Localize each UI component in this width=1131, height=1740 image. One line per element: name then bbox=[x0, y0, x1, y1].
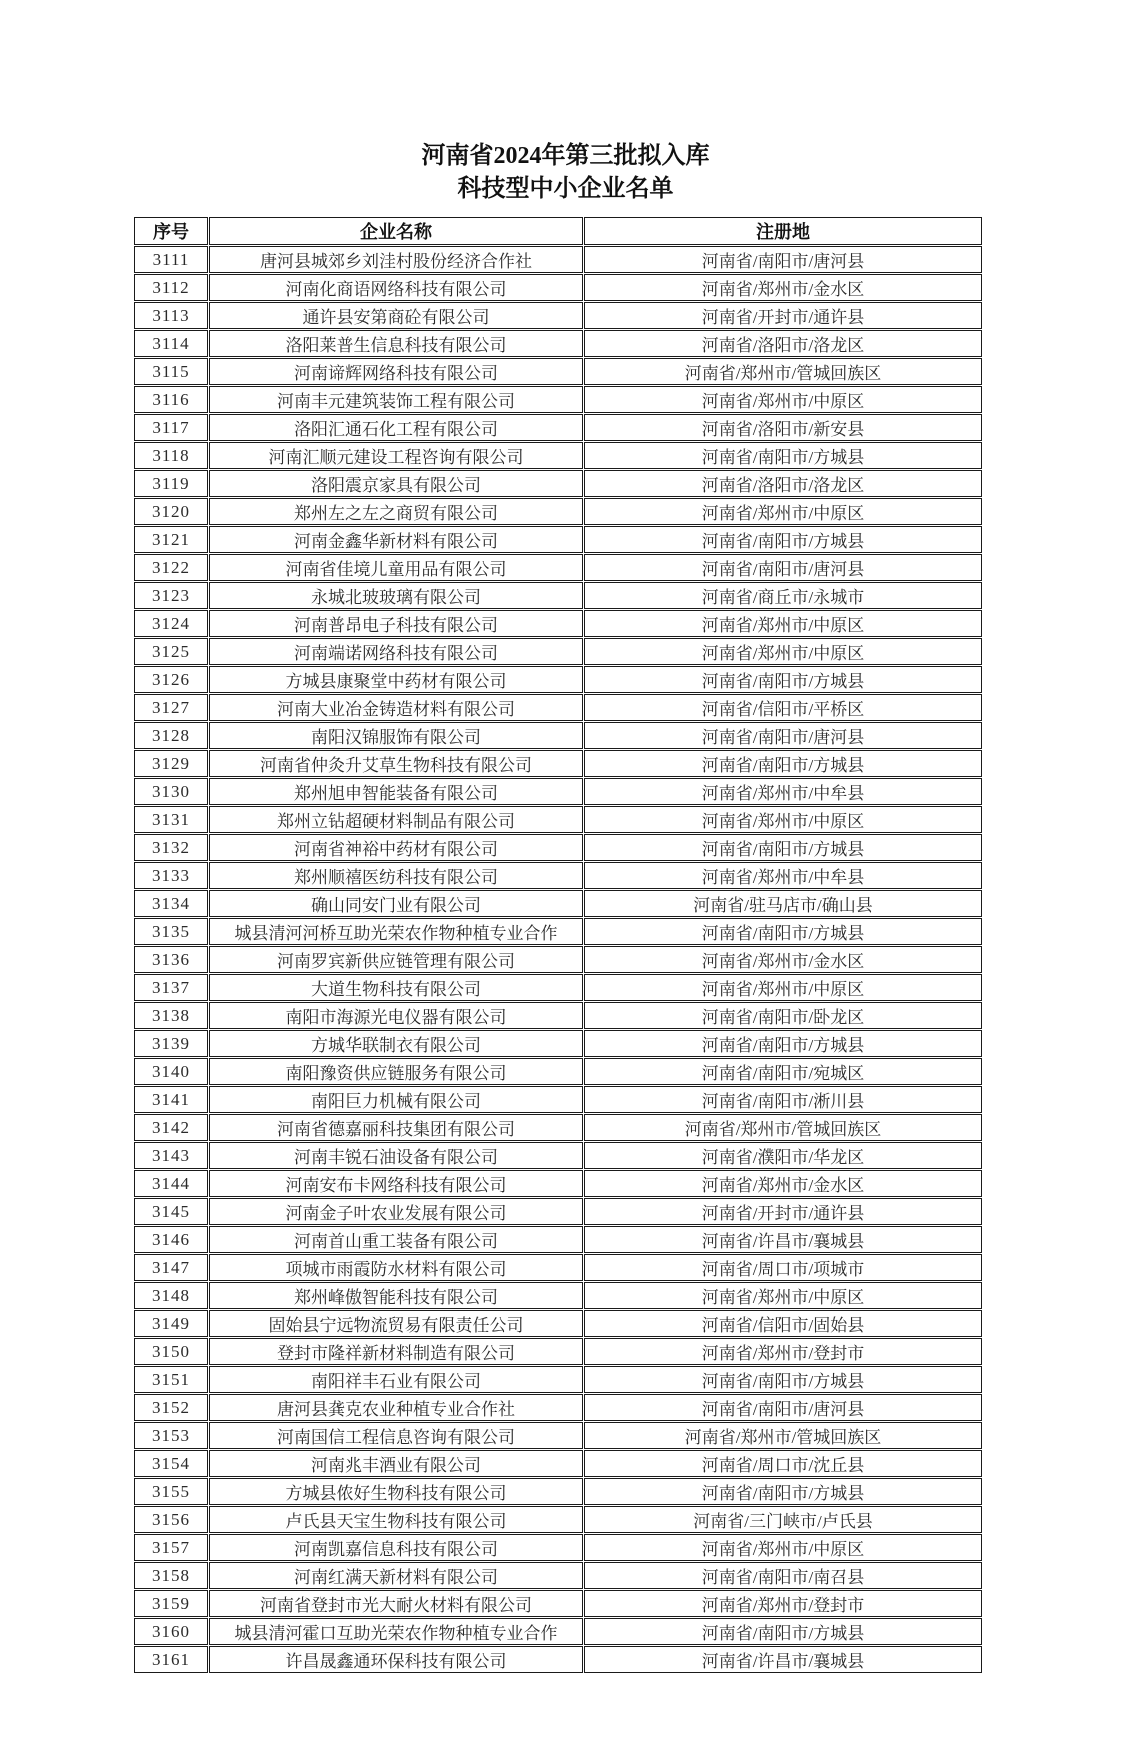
table-row bbox=[134, 1282, 982, 1309]
cell-registration-location: 河南省/洛阳市/新安县 bbox=[584, 414, 982, 441]
cell-registration-location: 河南省/南阳市/方城县 bbox=[584, 1366, 982, 1393]
cell-serial-number: 3143 bbox=[134, 1142, 208, 1169]
cell-company-name: 郑州峰傲智能科技有限公司 bbox=[209, 1282, 583, 1309]
cell-registration-location: 河南省/三门峡市/卢氏县 bbox=[584, 1506, 982, 1533]
cell-serial-number: 3132 bbox=[134, 834, 208, 861]
cell-company-name: 洛阳莱普生信息科技有限公司 bbox=[209, 330, 583, 357]
table-row bbox=[134, 498, 982, 525]
cell-company-name: 方城县康聚堂中药材有限公司 bbox=[209, 666, 583, 693]
cell-company-name: 河南安布卡网络科技有限公司 bbox=[209, 1170, 583, 1197]
cell-company-name: 确山同安门业有限公司 bbox=[209, 890, 583, 917]
cell-serial-number: 3138 bbox=[134, 1002, 208, 1029]
cell-registration-location: 河南省/信阳市/固始县 bbox=[584, 1310, 982, 1337]
table-row bbox=[134, 834, 982, 861]
table-body bbox=[134, 246, 982, 1673]
cell-registration-location: 河南省/许昌市/襄城县 bbox=[584, 1226, 982, 1253]
cell-serial-number: 3122 bbox=[134, 554, 208, 581]
table-row bbox=[134, 1338, 982, 1365]
cell-company-name: 郑州顺禧医纺科技有限公司 bbox=[209, 862, 583, 889]
table-row bbox=[134, 1590, 982, 1617]
cell-registration-location: 河南省/郑州市/金水区 bbox=[584, 274, 982, 301]
cell-serial-number: 3114 bbox=[134, 330, 208, 357]
table-row bbox=[134, 722, 982, 749]
table-row bbox=[134, 1450, 982, 1477]
cell-registration-location: 河南省/郑州市/中原区 bbox=[584, 638, 982, 665]
cell-registration-location: 河南省/郑州市/中原区 bbox=[584, 806, 982, 833]
cell-registration-location: 河南省/南阳市/宛城区 bbox=[584, 1058, 982, 1085]
cell-registration-location: 河南省/南阳市/方城县 bbox=[584, 750, 982, 777]
table-row bbox=[134, 862, 982, 889]
table-row bbox=[134, 806, 982, 833]
cell-serial-number: 3154 bbox=[134, 1450, 208, 1477]
cell-registration-location: 河南省/南阳市/方城县 bbox=[584, 1030, 982, 1057]
cell-serial-number: 3142 bbox=[134, 1114, 208, 1141]
cell-company-name: 河南省登封市光大耐火材料有限公司 bbox=[209, 1590, 583, 1617]
cell-serial-number: 3161 bbox=[134, 1646, 208, 1673]
cell-serial-number: 3124 bbox=[134, 610, 208, 637]
cell-serial-number: 3120 bbox=[134, 498, 208, 525]
table-row bbox=[134, 974, 982, 1001]
cell-serial-number: 3152 bbox=[134, 1394, 208, 1421]
cell-registration-location: 河南省/郑州市/中牟县 bbox=[584, 862, 982, 889]
cell-registration-location: 河南省/郑州市/中原区 bbox=[584, 1534, 982, 1561]
cell-company-name: 唐河县龚克农业种植专业合作社 bbox=[209, 1394, 583, 1421]
cell-serial-number: 3149 bbox=[134, 1310, 208, 1337]
table-row bbox=[134, 1142, 982, 1169]
cell-company-name: 河南罗宾新供应链管理有限公司 bbox=[209, 946, 583, 973]
table-row bbox=[134, 750, 982, 777]
table-row bbox=[134, 1002, 982, 1029]
cell-registration-location: 河南省/濮阳市/华龙区 bbox=[584, 1142, 982, 1169]
cell-registration-location: 河南省/郑州市/中原区 bbox=[584, 1282, 982, 1309]
cell-serial-number: 3157 bbox=[134, 1534, 208, 1561]
cell-registration-location: 河南省/驻马店市/确山县 bbox=[584, 890, 982, 917]
cell-serial-number: 3135 bbox=[134, 918, 208, 945]
cell-registration-location: 河南省/南阳市/方城县 bbox=[584, 1478, 982, 1505]
cell-registration-location: 河南省/南阳市/卧龙区 bbox=[584, 1002, 982, 1029]
cell-serial-number: 3117 bbox=[134, 414, 208, 441]
cell-company-name: 河南谛辉网络科技有限公司 bbox=[209, 358, 583, 385]
cell-company-name: 郑州立钻超硬材料制品有限公司 bbox=[209, 806, 583, 833]
cell-serial-number: 3130 bbox=[134, 778, 208, 805]
table-row bbox=[134, 918, 982, 945]
cell-serial-number: 3113 bbox=[134, 302, 208, 329]
table-row bbox=[134, 414, 982, 441]
cell-registration-location: 河南省/郑州市/中原区 bbox=[584, 610, 982, 637]
table-row bbox=[134, 638, 982, 665]
cell-registration-location: 河南省/信阳市/平桥区 bbox=[584, 694, 982, 721]
table-row bbox=[134, 386, 982, 413]
cell-registration-location: 河南省/郑州市/中原区 bbox=[584, 498, 982, 525]
cell-company-name: 永城北玻玻璃有限公司 bbox=[209, 582, 583, 609]
cell-company-name: 方城华联制衣有限公司 bbox=[209, 1030, 583, 1057]
cell-registration-location: 河南省/周口市/沈丘县 bbox=[584, 1450, 982, 1477]
cell-company-name: 河南首山重工装备有限公司 bbox=[209, 1226, 583, 1253]
cell-registration-location: 河南省/郑州市/管城回族区 bbox=[584, 1422, 982, 1449]
cell-registration-location: 河南省/郑州市/中牟县 bbox=[584, 778, 982, 805]
cell-serial-number: 3121 bbox=[134, 526, 208, 553]
cell-company-name: 登封市隆祥新材料制造有限公司 bbox=[209, 1338, 583, 1365]
cell-serial-number: 3159 bbox=[134, 1590, 208, 1617]
table-row bbox=[134, 694, 982, 721]
cell-registration-location: 河南省/南阳市/唐河县 bbox=[584, 246, 982, 273]
cell-company-name: 郑州旭申智能装备有限公司 bbox=[209, 778, 583, 805]
column-header-name: 企业名称 bbox=[209, 217, 583, 245]
cell-registration-location: 河南省/郑州市/登封市 bbox=[584, 1590, 982, 1617]
cell-company-name: 河南丰元建筑装饰工程有限公司 bbox=[209, 386, 583, 413]
cell-serial-number: 3115 bbox=[134, 358, 208, 385]
cell-serial-number: 3112 bbox=[134, 274, 208, 301]
cell-company-name: 河南红满天新材料有限公司 bbox=[209, 1562, 583, 1589]
cell-registration-location: 河南省/南阳市/唐河县 bbox=[584, 554, 982, 581]
cell-serial-number: 3158 bbox=[134, 1562, 208, 1589]
cell-registration-location: 河南省/开封市/通许县 bbox=[584, 1198, 982, 1225]
cell-registration-location: 河南省/开封市/通许县 bbox=[584, 302, 982, 329]
table-row bbox=[134, 470, 982, 497]
cell-company-name: 卢氏县天宝生物科技有限公司 bbox=[209, 1506, 583, 1533]
table-row bbox=[134, 442, 982, 469]
cell-serial-number: 3148 bbox=[134, 1282, 208, 1309]
table-row bbox=[134, 330, 982, 357]
cell-serial-number: 3131 bbox=[134, 806, 208, 833]
cell-registration-location: 河南省/郑州市/中原区 bbox=[584, 386, 982, 413]
cell-serial-number: 3133 bbox=[134, 862, 208, 889]
table-row bbox=[134, 246, 982, 273]
cell-company-name: 河南国信工程信息咨询有限公司 bbox=[209, 1422, 583, 1449]
cell-registration-location: 河南省/洛阳市/洛龙区 bbox=[584, 330, 982, 357]
table-row bbox=[134, 1114, 982, 1141]
cell-company-name: 洛阳汇通石化工程有限公司 bbox=[209, 414, 583, 441]
table-row bbox=[134, 1646, 982, 1673]
cell-company-name: 河南金子叶农业发展有限公司 bbox=[209, 1198, 583, 1225]
cell-serial-number: 3155 bbox=[134, 1478, 208, 1505]
cell-registration-location: 河南省/洛阳市/洛龙区 bbox=[584, 470, 982, 497]
table-row bbox=[134, 1618, 982, 1645]
cell-registration-location: 河南省/周口市/项城市 bbox=[584, 1254, 982, 1281]
table-row bbox=[134, 1478, 982, 1505]
cell-company-name: 固始县宁远物流贸易有限责任公司 bbox=[209, 1310, 583, 1337]
table-row bbox=[134, 1310, 982, 1337]
cell-serial-number: 3119 bbox=[134, 470, 208, 497]
table-row bbox=[134, 1170, 982, 1197]
cell-serial-number: 3141 bbox=[134, 1086, 208, 1113]
cell-company-name: 河南省佳境儿童用品有限公司 bbox=[209, 554, 583, 581]
cell-company-name: 城县清河霍口互助光荣农作物种植专业合作 bbox=[209, 1618, 583, 1645]
cell-serial-number: 3156 bbox=[134, 1506, 208, 1533]
title-line-1: 河南省2024年第三批拟入库 bbox=[421, 143, 710, 169]
table-row bbox=[134, 1562, 982, 1589]
table-row bbox=[134, 1198, 982, 1225]
cell-serial-number: 3123 bbox=[134, 582, 208, 609]
cell-serial-number: 3144 bbox=[134, 1170, 208, 1197]
cell-company-name: 南阳豫资供应链服务有限公司 bbox=[209, 1058, 583, 1085]
cell-registration-location: 河南省/许昌市/襄城县 bbox=[584, 1646, 982, 1673]
table-row bbox=[134, 1254, 982, 1281]
cell-serial-number: 3137 bbox=[134, 974, 208, 1001]
cell-registration-location: 河南省/郑州市/管城回族区 bbox=[584, 1114, 982, 1141]
cell-serial-number: 3134 bbox=[134, 890, 208, 917]
cell-registration-location: 河南省/郑州市/中原区 bbox=[584, 974, 982, 1001]
cell-company-name: 南阳祥丰石业有限公司 bbox=[209, 1366, 583, 1393]
table-row bbox=[134, 1422, 982, 1449]
cell-registration-location: 河南省/南阳市/方城县 bbox=[584, 666, 982, 693]
cell-serial-number: 3116 bbox=[134, 386, 208, 413]
table-row bbox=[134, 778, 982, 805]
table-row bbox=[134, 1366, 982, 1393]
company-table bbox=[133, 216, 983, 1674]
cell-company-name: 郑州左之左之商贸有限公司 bbox=[209, 498, 583, 525]
cell-company-name: 唐河县城郊乡刘洼村股份经济合作社 bbox=[209, 246, 583, 273]
table-row bbox=[134, 1086, 982, 1113]
cell-registration-location: 河南省/南阳市/方城县 bbox=[584, 442, 982, 469]
cell-serial-number: 3153 bbox=[134, 1422, 208, 1449]
cell-company-name: 许昌晟鑫通环保科技有限公司 bbox=[209, 1646, 583, 1673]
table-row bbox=[134, 1030, 982, 1057]
title-line-2: 科技型中小企业名单 bbox=[457, 176, 674, 202]
table-row bbox=[134, 946, 982, 973]
cell-serial-number: 3139 bbox=[134, 1030, 208, 1057]
cell-serial-number: 3145 bbox=[134, 1198, 208, 1225]
cell-company-name: 河南丰锐石油设备有限公司 bbox=[209, 1142, 583, 1169]
table-row bbox=[134, 526, 982, 553]
cell-registration-location: 河南省/郑州市/登封市 bbox=[584, 1338, 982, 1365]
cell-company-name: 河南汇顺元建设工程咨询有限公司 bbox=[209, 442, 583, 469]
column-header-no: 序号 bbox=[134, 217, 208, 245]
cell-company-name: 河南普昂电子科技有限公司 bbox=[209, 610, 583, 637]
table-row bbox=[134, 1058, 982, 1085]
cell-serial-number: 3111 bbox=[134, 246, 208, 273]
cell-serial-number: 3146 bbox=[134, 1226, 208, 1253]
cell-registration-location: 河南省/南阳市/方城县 bbox=[584, 834, 982, 861]
cell-registration-location: 河南省/商丘市/永城市 bbox=[584, 582, 982, 609]
cell-serial-number: 3150 bbox=[134, 1338, 208, 1365]
cell-company-name: 河南大业冶金铸造材料有限公司 bbox=[209, 694, 583, 721]
table-header-row bbox=[134, 217, 982, 245]
cell-company-name: 河南化商语网络科技有限公司 bbox=[209, 274, 583, 301]
cell-registration-location: 河南省/郑州市/金水区 bbox=[584, 946, 982, 973]
cell-registration-location: 河南省/郑州市/金水区 bbox=[584, 1170, 982, 1197]
cell-company-name: 河南省神裕中药材有限公司 bbox=[209, 834, 583, 861]
cell-registration-location: 河南省/南阳市/唐河县 bbox=[584, 722, 982, 749]
cell-serial-number: 3129 bbox=[134, 750, 208, 777]
cell-registration-location: 河南省/郑州市/管城回族区 bbox=[584, 358, 982, 385]
cell-company-name: 南阳汉锦服饰有限公司 bbox=[209, 722, 583, 749]
table-row bbox=[134, 358, 982, 385]
cell-company-name: 大道生物科技有限公司 bbox=[209, 974, 583, 1001]
cell-company-name: 河南兆丰酒业有限公司 bbox=[209, 1450, 583, 1477]
cell-serial-number: 3127 bbox=[134, 694, 208, 721]
cell-company-name: 河南省德嘉丽科技集团有限公司 bbox=[209, 1114, 583, 1141]
cell-serial-number: 3126 bbox=[134, 666, 208, 693]
cell-registration-location: 河南省/南阳市/南召县 bbox=[584, 1562, 982, 1589]
cell-serial-number: 3136 bbox=[134, 946, 208, 973]
cell-company-name: 通许县安第商砼有限公司 bbox=[209, 302, 583, 329]
cell-registration-location: 河南省/南阳市/方城县 bbox=[584, 918, 982, 945]
column-header-location: 注册地 bbox=[584, 217, 982, 245]
cell-company-name: 南阳市海源光电仪器有限公司 bbox=[209, 1002, 583, 1029]
cell-company-name: 河南端诺网络科技有限公司 bbox=[209, 638, 583, 665]
cell-serial-number: 3128 bbox=[134, 722, 208, 749]
cell-company-name: 河南凯嘉信息科技有限公司 bbox=[209, 1534, 583, 1561]
table-row bbox=[134, 554, 982, 581]
cell-company-name: 方城县侬好生物科技有限公司 bbox=[209, 1478, 583, 1505]
table-row bbox=[134, 302, 982, 329]
cell-registration-location: 河南省/南阳市/淅川县 bbox=[584, 1086, 982, 1113]
table-row bbox=[134, 666, 982, 693]
table-row bbox=[134, 274, 982, 301]
cell-company-name: 河南省仲灸升艾草生物科技有限公司 bbox=[209, 750, 583, 777]
page-title bbox=[0, 140, 1131, 206]
cell-serial-number: 3118 bbox=[134, 442, 208, 469]
cell-serial-number: 3160 bbox=[134, 1618, 208, 1645]
cell-registration-location: 河南省/南阳市/唐河县 bbox=[584, 1394, 982, 1421]
cell-registration-location: 河南省/南阳市/方城县 bbox=[584, 526, 982, 553]
table-row bbox=[134, 890, 982, 917]
table-row bbox=[134, 582, 982, 609]
cell-serial-number: 3140 bbox=[134, 1058, 208, 1085]
table-row bbox=[134, 1534, 982, 1561]
cell-serial-number: 3151 bbox=[134, 1366, 208, 1393]
cell-serial-number: 3147 bbox=[134, 1254, 208, 1281]
cell-registration-location: 河南省/南阳市/方城县 bbox=[584, 1618, 982, 1645]
cell-company-name: 洛阳震京家具有限公司 bbox=[209, 470, 583, 497]
cell-company-name: 南阳巨力机械有限公司 bbox=[209, 1086, 583, 1113]
table-row bbox=[134, 1506, 982, 1533]
cell-serial-number: 3125 bbox=[134, 638, 208, 665]
cell-company-name: 河南金鑫华新材料有限公司 bbox=[209, 526, 583, 553]
table-row bbox=[134, 1394, 982, 1421]
cell-company-name: 项城市雨霞防水材料有限公司 bbox=[209, 1254, 583, 1281]
cell-company-name: 城县清河河桥互助光荣农作物种植专业合作 bbox=[209, 918, 583, 945]
table-row bbox=[134, 610, 982, 637]
table-row bbox=[134, 1226, 982, 1253]
